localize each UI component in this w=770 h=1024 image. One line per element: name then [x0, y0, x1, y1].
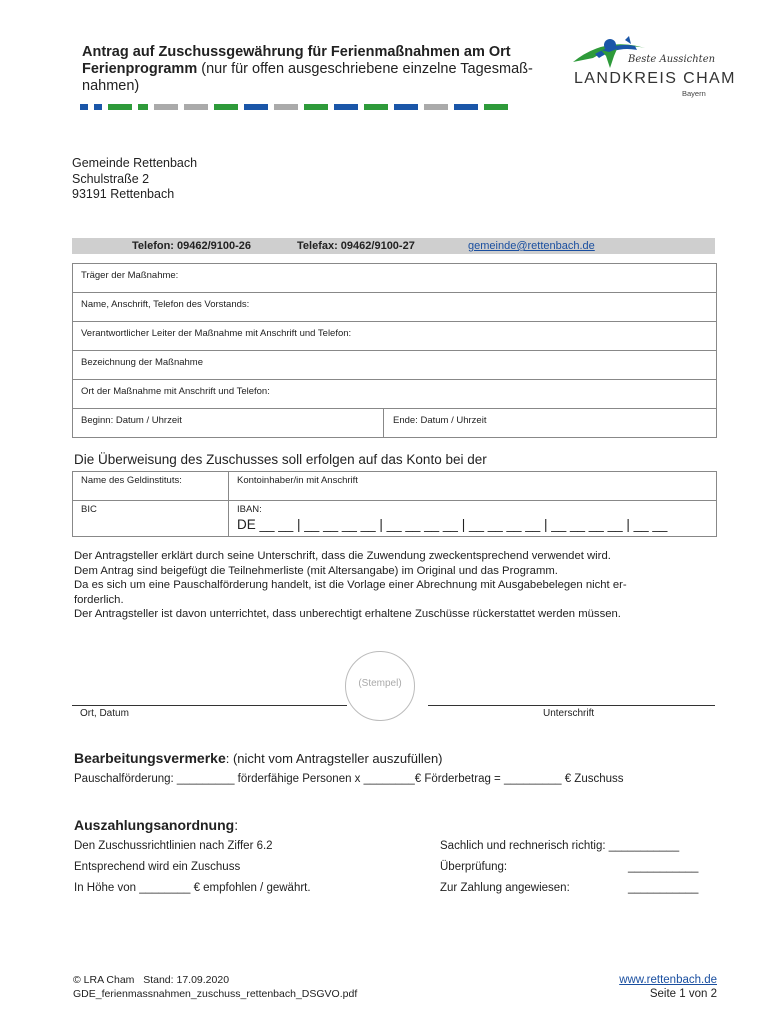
stripe-segment: [484, 104, 508, 110]
account-heading: Die Überweisung des Zuschusses soll erfolgen auf das Konto bei der: [74, 452, 487, 467]
stand-date: Stand: 17.09.2020: [143, 974, 230, 986]
payout-right-3: Zur Zahlung angewiesen:: [440, 882, 570, 894]
website-link[interactable]: www.rettenbach.de: [619, 974, 717, 986]
copyright: © LRA Cham: [73, 974, 135, 986]
place-date-line[interactable]: [72, 705, 347, 706]
payout-right-2: Überprüfung:: [440, 861, 508, 873]
footer-right: [560, 973, 717, 1001]
address-line: Gemeinde Rettenbach: [72, 156, 198, 170]
flat-rate-line: Pauschalförderung: _________ förderfähige Personen x ________€ Förderbetrag = _________ € Zuschuss: [74, 773, 624, 785]
field-traeger[interactable]: [73, 264, 716, 293]
stripe-segment: [454, 104, 478, 110]
field-bic[interactable]: BIC: [81, 504, 97, 515]
iban-label: IBAN:: [237, 504, 262, 515]
page-number: Seite 1 von 2: [649, 988, 717, 1000]
payout-heading: [74, 817, 238, 833]
stripe-segment: [334, 104, 358, 110]
account-row: [73, 501, 716, 536]
payout-left-2: Entsprechend wird ein Zuschuss: [74, 861, 241, 873]
fax-number: Telefax: 09462/9100-27: [297, 240, 415, 252]
measure-form: [72, 263, 717, 438]
stripe-segment: [184, 104, 208, 110]
divider: [383, 409, 384, 437]
payout-title: Auszahlungsanordnung: [74, 817, 235, 833]
divider: [228, 472, 229, 500]
processing-notes-heading: [74, 750, 443, 766]
page-title: [82, 44, 552, 95]
signature-line[interactable]: [428, 705, 715, 706]
address-line: 93191 Rettenbach: [72, 187, 175, 201]
payout-right-3-line[interactable]: ___________: [628, 882, 699, 894]
declaration-line: Da es sich um eine Pauschalförderung handelt, ist die Vorlage einer Abrechnung mit Ausgabebelegen nicht er-: [74, 579, 627, 591]
payout-left-1: Den Zuschussrichtlinien nach Ziffer 6.2: [74, 840, 273, 852]
signature-label: Unterschrift: [543, 708, 595, 719]
field-bezeichnung[interactable]: [73, 351, 716, 380]
filename: GDE_ferienmassnahmen_zuschuss_rettenbach_DSGVO.pdf: [73, 988, 358, 1000]
title-sub-rest: (nur für offen ausgeschriebene einzelne Tagesmaß-: [197, 61, 533, 77]
field-vorstand[interactable]: [73, 293, 716, 322]
stripe-segment: [364, 104, 388, 110]
payout-left-3: In Höhe von ________ € empfohlen / gewährt.: [74, 882, 311, 894]
payout-right-1: Sachlich und rechnerisch richtig: ___________: [440, 840, 680, 852]
field-label: Verantwortlicher Leiter der Maßnahme mit Anschrift und Telefon:: [81, 328, 352, 339]
field-ort[interactable]: [73, 380, 716, 409]
field-label: Bezeichnung der Maßnahme: [81, 357, 203, 368]
account-row: [73, 472, 716, 501]
declaration-line: Der Antragsteller ist davon unterrichtet, dass unberechtigt erhaltene Zuschüsse rückerstattet werden müssen.: [74, 608, 621, 620]
contact-bar: [72, 238, 715, 254]
processing-title: Bearbeitungsvermerke: [74, 750, 226, 766]
divider: [228, 501, 229, 536]
title-main: Antrag auf Zuschussgewährung für Ferienmaßnahmen am Ort: [82, 44, 511, 60]
declaration-line: forderlich.: [74, 593, 124, 606]
logo-region: Bayern: [682, 89, 706, 98]
phone-number: Telefon: 09462/9100-26: [132, 240, 252, 252]
email-link[interactable]: gemeinde@rettenbach.de: [468, 240, 595, 252]
stripe-segment: [80, 104, 88, 110]
processing-note: : (nicht vom Antragsteller auszufüllen): [225, 751, 443, 766]
header-stripe: [80, 104, 705, 110]
field-inhaber[interactable]: Kontoinhaber/in mit Anschrift: [237, 475, 358, 486]
field-leiter[interactable]: [73, 322, 716, 351]
field-beginn[interactable]: Beginn: Datum / Uhrzeit: [81, 415, 182, 426]
stripe-segment: [394, 104, 418, 110]
stripe-segment: [138, 104, 148, 110]
title-sub-line2: nahmen): [82, 78, 140, 94]
address-line: Schulstraße 2: [72, 171, 150, 186]
stripe-segment: [94, 104, 102, 110]
stripe-segment: [304, 104, 328, 110]
recipient-address: [72, 156, 197, 203]
field-label: Träger der Maßnahme:: [81, 270, 179, 281]
field-dates: [73, 409, 716, 437]
stamp-label: (Stempel): [358, 678, 402, 689]
title-sub-bold: Ferienprogramm: [82, 61, 198, 77]
declaration-line: Dem Antrag sind beigefügt die Teilnehmerliste (mit Altersangabe) im Original und das Programm.: [74, 564, 558, 577]
stripe-segment: [214, 104, 238, 110]
declaration-line: Der Antragsteller erklärt durch seine Unterschrift, dass die Zuwendung zweckentsprechend verwendet wird.: [74, 550, 611, 562]
stripe-segment: [274, 104, 298, 110]
payout-right-2-line[interactable]: ___________: [628, 861, 699, 873]
iban-field[interactable]: DE __ __ | __ __ __ __ | __ __ __ __ | __ __ __ __ | __ __ __ __ | __ __: [237, 517, 668, 532]
field-label: Name, Anschrift, Telefon des Vorstands:: [81, 299, 250, 310]
payout-colon: :: [234, 817, 239, 833]
footer-left: [73, 973, 357, 1001]
stripe-segment: [424, 104, 448, 110]
stripe-segment: [244, 104, 268, 110]
declaration-text: [74, 549, 724, 622]
logo-name: LANDKREIS CHAM: [574, 70, 736, 87]
field-label: Ort der Maßnahme mit Anschrift und Telefon:: [81, 386, 270, 397]
stripe-segment: [154, 104, 178, 110]
account-form: [72, 471, 717, 537]
field-geldinstitut[interactable]: Name des Geldinstituts:: [81, 475, 182, 486]
place-date-label: Ort, Datum: [80, 708, 129, 719]
logo-tagline: Beste Aussichten: [628, 54, 716, 65]
stripe-segment: [108, 104, 132, 110]
field-ende[interactable]: Ende: Datum / Uhrzeit: [393, 415, 487, 426]
